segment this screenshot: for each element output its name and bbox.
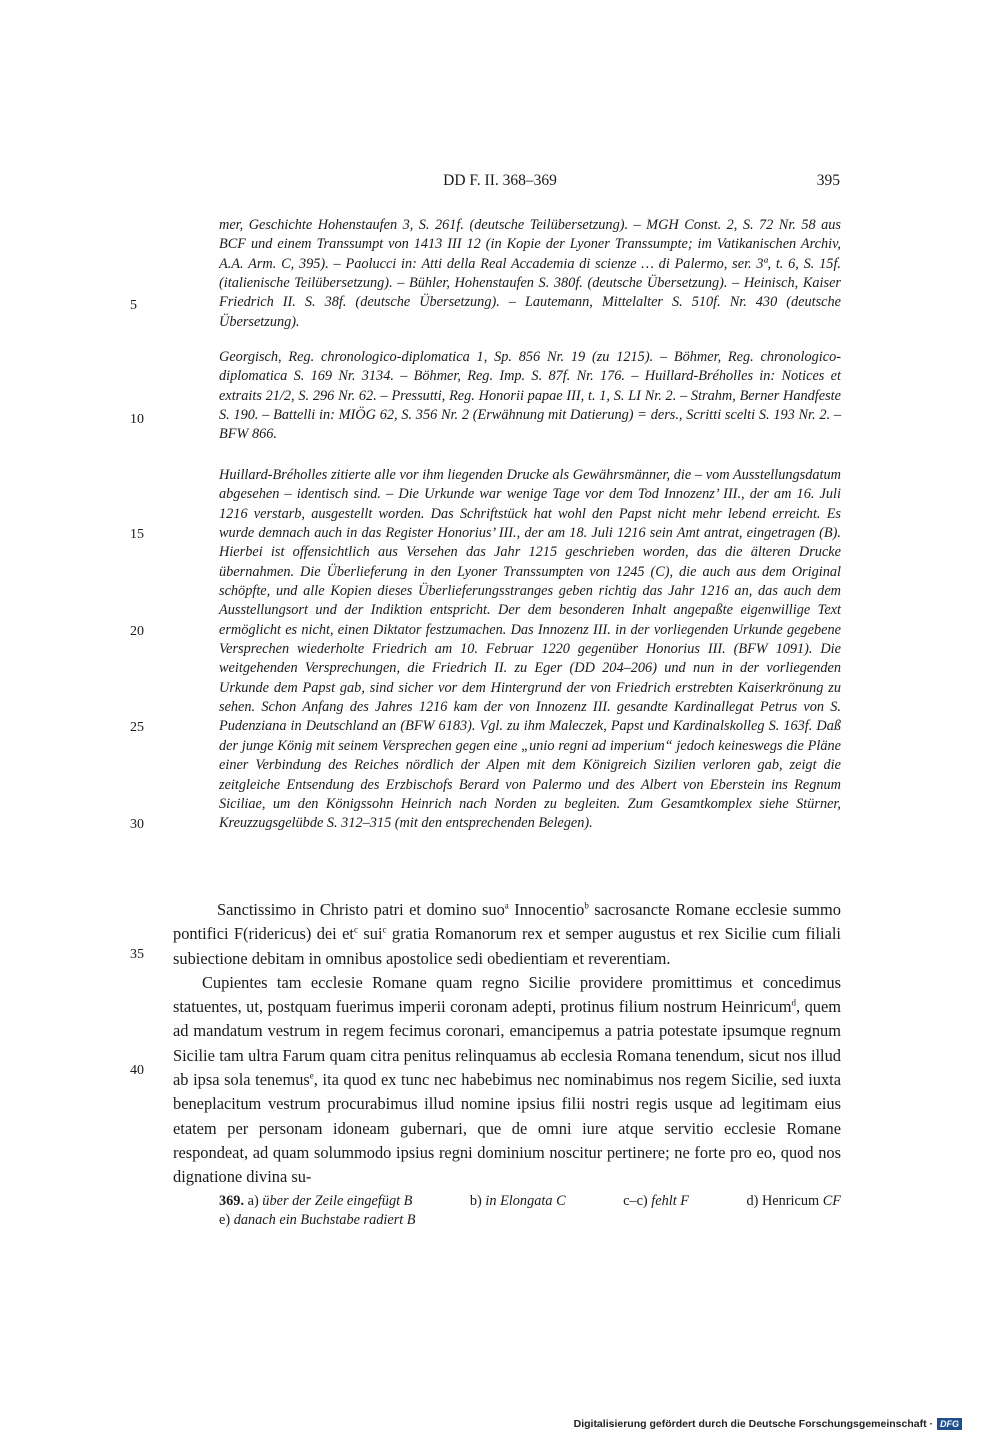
funding-text: Digitalisierung gefördert durch die Deutsche Forschungsgemeinschaft ·	[573, 1418, 933, 1430]
critical-apparatus	[219, 1192, 841, 1230]
commentary-paragraph: mer, Geschichte Hohenstaufen 3, S. 261f. (deutsche Teilübersetzung). – MGH Const. 2, S. 72 Nr. 58 aus BCF und einem Transsumpt von 1413 III 12 (in Kopie der Lyoner Transsumpte; im Vatikanischen Archiv, A.A. Arm. C, 395). – Paolucci in: Atti della Real Accademia di scienze … di Palermo, ser. 3ª, t. 6, S. 15f. (italienische Teilübersetzung). – Bühler, Hohenstaufen S. 380f. (deutsche Übersetzung). – Heinisch, Kaiser Friedrich II. S. 38f. (deutsche Übersetzung). – Lautemann, Mittelalter S. 510f. Nr. 430 (deutsche Übersetzung).	[219, 217, 841, 330]
apparatus-note-d: d) Henricum CF	[746, 1193, 841, 1209]
apparatus-row	[219, 1192, 841, 1211]
line-number: 40	[130, 1063, 144, 1078]
footnote-marker: c	[382, 924, 387, 935]
line-number: 10	[130, 412, 144, 427]
line-number: 35	[130, 947, 144, 962]
charter-text	[173, 898, 841, 1190]
running-header-title: DD F. II. 368–369	[443, 172, 557, 189]
charter-paragraph: Sanctissimo in Christo patri et domino suo$^a$ Innocentio$^b$ sacrosancte Romane ecclesie summo pontifici F(ridericus) dei $et^c$ sui$^c$ gratia Romanorum rex et semper augustus et rex Sicilie cum filiali subiectione debitam in omnibus apostolice sedi obedientiam et reverentiam.	[173, 900, 841, 968]
commentary-paragraph: Georgisch, Reg. chronologico-diplomatica 1, Sp. 856 Nr. 19 (zu 1215). – Böhmer, Reg. chronologico-diplomatica S. 169 Nr. 3134. – Böhmer, Reg. Imp. S. 87f. Nr. 176. – Huillard-Bréholles in: Notices et extraits 21/2, S. 296 Nr. 62. – Pressutti, Reg. Honorii papae III, t. 1, S. LI Nr. 2. – Strahm, Berner Handfeste S. 190. – Battelli in: MIÖG 62, S. 356 Nr. 2 (Erwähnung mit Datierung) = ders., Scritti scelti S. 193 Nr. 2. – BFW 866.	[219, 349, 841, 443]
apparatus-note-b: b) in Elongata C	[469, 1193, 566, 1209]
apparatus-note-a: 369. a) über der Zeile eingefügt B	[219, 1193, 413, 1209]
footnote-marker: e	[309, 1070, 314, 1081]
funding-banner	[574, 1418, 962, 1430]
footnote-marker: a	[504, 900, 509, 911]
charter-paragraph: Cupientes tam ecclesie Romane quam regno Sicilie providere promittimus et concedimus statuentes, ut, postquam fuerimus imperii coronam adepti, protinus filium nostrum Heinricum$^d$, quem ad mandatum vestrum in regem fecimus coronari, emancipemus a patria potestate ipsumque regnum Sicilie tam ultra Farum quam citra penitus relinquamus ab ecclesia Romana tenendum, sicut nos illud ab ipsa sola tenemus$^e$, ita quod ex tunc nec habebimus nec nominabimus nos regem Sicilie, sed iuxta beneplacitum vestrum procurabimus illud nomine ipsius filii nostri regis usque ad legitimam eius etatem per personam idoneam gubernari, que de omni iure atque servitio ecclesie Romane respondeat, ad quam solummodo ipsius regni dominium noscitur pertinere; ne forte pro eo, quod nos dignatione divina su-	[173, 972, 841, 1187]
apparatus-note-e: e) danach ein Buchstabe radiert B	[219, 1212, 416, 1228]
line-number: 25	[130, 720, 144, 735]
line-number: 20	[130, 624, 144, 639]
footnote-marker: b	[584, 900, 589, 911]
line-number: 5	[130, 298, 137, 313]
page-number: 395	[816, 172, 840, 189]
line-number: 30	[130, 817, 144, 832]
apparatus-note-c: c–c) fehlt F	[623, 1193, 689, 1209]
footnote-marker: c	[353, 924, 358, 935]
line-number: 15	[130, 527, 144, 542]
footnote-marker: d	[791, 997, 797, 1008]
commentary-paragraph: Huillard-Bréholles zitierte alle vor ihm liegenden Drucke als Gewährsmänner, die – vom Ausstellungsdatum abgesehen – identisch sind. – Die Urkunde war wenige Tage vor dem Tod Innozenz’ III., der am 16. Juli 1216 verstarb, ausgestellt worden. Das Schriftstück hat wohl den Papst nicht mehr lebend erreicht. Es wurde demnach auch in das Register Honorius’ III., der am 18. Juli 1216 sein Amt antrat, eingetragen (B). Hierbei ist offensichtlich aus Versehen das Jahr 1215 geschrieben worden, das die älteren Drucke übernahmen. Die Überlieferung in den Lyoner Transsumpten von 1245 (C), die auch aus dem Original schöpfte, und alle Kopien dieses Überlieferungsstranges geben richtig das Jahr 1216 an, das auch dem Ausstellungsort und der Indiktion entspricht. Der dem besonderen Inhalt angepaßte eigenwillige Text ermöglicht es nicht, einen Diktator festzumachen. Das Innozenz III. in der vorliegenden Urkunde gegebene Versprechen wiederholte Friedrich am 10. Februar 1220 gegenüber Honorius III. (BFW 1091). Die weitgehenden Versprechungen, die Friedrich II. zu Eger (DD 204–206) und nun in der vorliegenden Urkunde dem Papst gab, sind sicher vor dem Hintergrund der von Friedrich erstrebten Kaiserkrönung zu sehen. Schon Anfang des Jahres 1216 kam der von Innozenz III. gesandte Kardinallegat Petrus von S. Pudenziana in Deutschland an (BFW 6183). Vgl. zu ihm Maleczek, Papst und Kardinalskolleg S. 163f. Daß der junge König mit seinem Versprechen gegen eine „unio regni ad imperium“ jedoch keineswegs die Pläne einer Verbindung des Reiches nördlich der Alpen mit dem Königreich Sizilien verloren gab, zeigt die zeitgleiche Entsendung des Erzbischofs Berard von Palermo und des Albert von Eberstein ins Regnum Siciliae, um den Königssohn Heinrich nach Norden zu begleiten. Zum Gesamtkomplex siehe Stürner, Kreuzzugsgelübde S. 312–315 (mit den entsprechenden Belegen).	[219, 467, 841, 832]
dfg-logo: DFG	[937, 1418, 962, 1430]
